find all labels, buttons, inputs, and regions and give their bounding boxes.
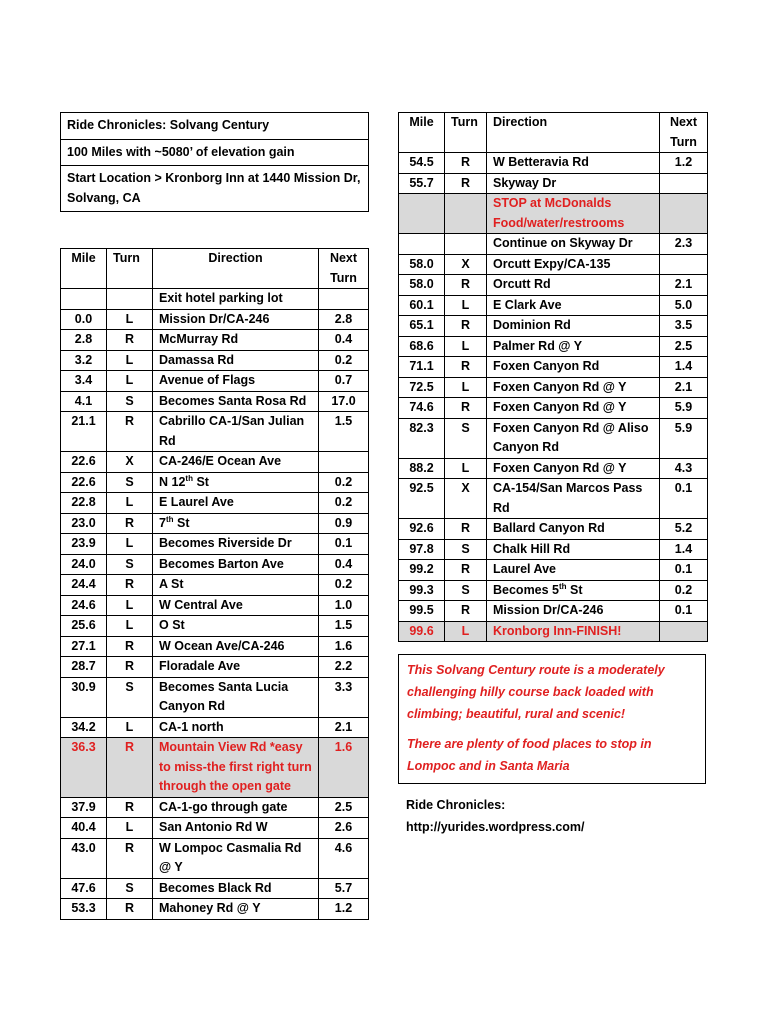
ordinal-suffix: th: [165, 514, 174, 524]
route-row: [399, 234, 708, 255]
route-row: [61, 899, 369, 920]
next-turn-cell: 2.3: [660, 234, 708, 255]
note-paragraph-2: There are plenty of food places to stop in Lompoc and in Santa Maria: [407, 737, 652, 773]
direction-cell: Foxen Canyon Rd @ Y: [487, 458, 660, 479]
direction-cell: W Betteravia Rd: [487, 153, 660, 174]
route-rows-right: [399, 153, 708, 642]
route-table-left: [60, 248, 369, 920]
turn-cell: R: [107, 412, 153, 452]
route-row: [61, 371, 369, 392]
next-turn-cell: 1.6: [319, 738, 369, 798]
column-header-mile: Mile: [61, 249, 107, 289]
next-turn-cell: 2.5: [319, 797, 369, 818]
next-turn-cell: 2.1: [660, 275, 708, 296]
route-row: [399, 601, 708, 622]
route-row: [61, 738, 369, 798]
turn-cell: S: [107, 677, 153, 717]
mile-cell: 28.7: [61, 657, 107, 678]
turn-cell: R: [107, 738, 153, 798]
turn-cell: S: [107, 878, 153, 899]
turn-cell: [107, 289, 153, 310]
route-row: [61, 289, 369, 310]
turn-cell: L: [445, 295, 487, 316]
direction-cell: CA-154/San Marcos Pass Rd: [487, 479, 660, 519]
next-turn-cell: 5.9: [660, 418, 708, 458]
next-turn-cell: 0.4: [319, 554, 369, 575]
turn-cell: X: [107, 452, 153, 473]
turn-cell: L: [445, 458, 487, 479]
route-row: [61, 838, 369, 878]
mile-cell: 22.6: [61, 452, 107, 473]
next-turn-cell: 4.3: [660, 458, 708, 479]
next-turn-cell: 1.0: [319, 595, 369, 616]
next-turn-cell: [660, 621, 708, 642]
direction-cell: E Clark Ave: [487, 295, 660, 316]
next-turn-cell: 0.1: [660, 560, 708, 581]
mile-cell: 92.6: [399, 519, 445, 540]
column-header-next-turn: Next Turn: [319, 249, 369, 289]
next-turn-cell: [660, 173, 708, 194]
direction-cell: McMurray Rd: [153, 330, 319, 351]
mile-cell: 71.1: [399, 357, 445, 378]
direction-cell: Ballard Canyon Rd: [487, 519, 660, 540]
turn-cell: R: [445, 560, 487, 581]
ride-info-box: [60, 112, 369, 212]
direction-cell: Becomes Riverside Dr: [153, 534, 319, 555]
next-turn-cell: 0.2: [319, 472, 369, 493]
next-turn-cell: 0.2: [319, 350, 369, 371]
turn-cell: R: [107, 636, 153, 657]
next-turn-cell: 1.2: [319, 899, 369, 920]
route-row: [61, 412, 369, 452]
route-row: [399, 316, 708, 337]
credits-label: Ride Chronicles:: [406, 798, 506, 812]
direction-cell: Floradale Ave: [153, 657, 319, 678]
direction-text: 7: [159, 515, 166, 530]
direction-cell: W Central Ave: [153, 595, 319, 616]
route-rows-left: [61, 289, 369, 920]
route-row: [61, 330, 369, 351]
turn-cell: L: [107, 818, 153, 839]
credits: [406, 794, 585, 838]
mile-cell: 24.4: [61, 575, 107, 596]
route-row: [61, 818, 369, 839]
next-turn-cell: 2.8: [319, 309, 369, 330]
route-row: [399, 458, 708, 479]
mile-cell: 88.2: [399, 458, 445, 479]
mile-cell: 37.9: [61, 797, 107, 818]
next-turn-cell: 4.6: [319, 838, 369, 878]
direction-cell: W Ocean Ave/CA-246: [153, 636, 319, 657]
ordinal-suffix: th: [185, 473, 193, 483]
route-row: [399, 519, 708, 540]
mile-cell: 55.7: [399, 173, 445, 194]
turn-cell: R: [107, 899, 153, 920]
direction-text: N 12: [159, 474, 186, 489]
mile-cell: 27.1: [61, 636, 107, 657]
mile-cell: 24.6: [61, 595, 107, 616]
route-row: [399, 275, 708, 296]
route-row: [61, 636, 369, 657]
mile-cell: 54.5: [399, 153, 445, 174]
mile-cell: 23.0: [61, 513, 107, 534]
direction-cell: Mission Dr/CA-246: [487, 601, 660, 622]
mile-cell: 74.6: [399, 398, 445, 419]
mile-cell: 92.5: [399, 479, 445, 519]
next-turn-cell: 0.1: [660, 601, 708, 622]
next-turn-cell: 2.1: [660, 377, 708, 398]
next-turn-cell: 2.5: [660, 336, 708, 357]
direction-text-after: St: [566, 582, 583, 597]
next-turn-cell: 0.9: [319, 513, 369, 534]
route-row: [399, 580, 708, 601]
turn-cell: L: [107, 350, 153, 371]
mile-cell: 24.0: [61, 554, 107, 575]
mile-cell: 72.5: [399, 377, 445, 398]
direction-cell: Palmer Rd @ Y: [487, 336, 660, 357]
next-turn-cell: 1.4: [660, 539, 708, 560]
mile-cell: 4.1: [61, 391, 107, 412]
mile-cell: 47.6: [61, 878, 107, 899]
route-row: [61, 677, 369, 717]
turn-cell: S: [107, 472, 153, 493]
route-row: [61, 472, 369, 493]
turn-cell: X: [445, 479, 487, 519]
next-turn-cell: 0.7: [319, 371, 369, 392]
direction-cell: Becomes Black Rd: [153, 878, 319, 899]
direction-cell: Orcutt Rd: [487, 275, 660, 296]
mile-cell: 43.0: [61, 838, 107, 878]
next-turn-cell: 0.1: [319, 534, 369, 555]
next-turn-cell: 1.6: [319, 636, 369, 657]
route-row: [399, 539, 708, 560]
turn-cell: [445, 194, 487, 234]
direction-cell: Becomes Santa Lucia Canyon Rd: [153, 677, 319, 717]
direction-cell: Foxen Canyon Rd @ Y: [487, 377, 660, 398]
mile-cell: 3.4: [61, 371, 107, 392]
direction-text-after: St: [173, 515, 190, 530]
next-turn-cell: 0.4: [319, 330, 369, 351]
next-turn-cell: 0.2: [660, 580, 708, 601]
mile-cell: 99.5: [399, 601, 445, 622]
turn-cell: L: [445, 377, 487, 398]
direction-cell: CA-1 north: [153, 717, 319, 738]
next-turn-cell: 2.1: [319, 717, 369, 738]
direction-cell: Cabrillo CA-1/San Julian Rd: [153, 412, 319, 452]
mile-cell: 22.8: [61, 493, 107, 514]
direction-cell: O St: [153, 616, 319, 637]
mile-cell: 99.3: [399, 580, 445, 601]
direction-cell: Mountain View Rd *easy to miss-the first right turn through the open gate: [153, 738, 319, 798]
direction-cell: Continue on Skyway Dr: [487, 234, 660, 255]
next-turn-cell: 0.2: [319, 575, 369, 596]
mile-cell: 3.2: [61, 350, 107, 371]
turn-cell: L: [445, 621, 487, 642]
direction-cell: Kronborg Inn-FINISH!: [487, 621, 660, 642]
mile-cell: 99.2: [399, 560, 445, 581]
mile-cell: 58.0: [399, 275, 445, 296]
turn-cell: L: [107, 595, 153, 616]
mile-cell: [61, 289, 107, 310]
mile-cell: 40.4: [61, 818, 107, 839]
route-row: [61, 350, 369, 371]
ordinal-suffix: th: [559, 581, 567, 591]
route-row: [61, 717, 369, 738]
next-turn-cell: 5.2: [660, 519, 708, 540]
direction-cell: Skyway Dr: [487, 173, 660, 194]
turn-cell: L: [107, 616, 153, 637]
route-description-note: [398, 654, 706, 784]
next-turn-cell: [319, 289, 369, 310]
direction-cell: [153, 513, 319, 534]
mile-cell: 30.9: [61, 677, 107, 717]
route-row: [399, 398, 708, 419]
column-header-turn: Turn: [107, 249, 153, 289]
turn-cell: R: [445, 275, 487, 296]
route-row: [399, 621, 708, 642]
turn-cell: L: [107, 717, 153, 738]
next-turn-cell: 3.5: [660, 316, 708, 337]
route-row: [399, 173, 708, 194]
next-turn-cell: 3.3: [319, 677, 369, 717]
direction-cell: Damassa Rd: [153, 350, 319, 371]
turn-cell: S: [445, 580, 487, 601]
route-row: [61, 575, 369, 596]
route-row: [61, 878, 369, 899]
turn-cell: R: [445, 398, 487, 419]
direction-cell: CA-1-go through gate: [153, 797, 319, 818]
turn-cell: S: [107, 554, 153, 575]
direction-text-after: St: [192, 474, 209, 489]
direction-cell: Orcutt Expy/CA-135: [487, 254, 660, 275]
turn-cell: R: [445, 601, 487, 622]
mile-cell: 23.9: [61, 534, 107, 555]
direction-text: Becomes 5: [493, 582, 560, 597]
column-header-next-turn: Next Turn: [660, 113, 708, 153]
route-row: [399, 418, 708, 458]
column-header-direction: Direction: [487, 113, 660, 153]
route-table-right: [398, 112, 708, 642]
next-turn-cell: [319, 452, 369, 473]
mile-cell: 2.8: [61, 330, 107, 351]
route-row: [399, 336, 708, 357]
direction-cell: CA-246/E Ocean Ave: [153, 452, 319, 473]
turn-cell: R: [445, 519, 487, 540]
route-row: [61, 595, 369, 616]
route-row: [61, 554, 369, 575]
route-row: [399, 254, 708, 275]
route-row: [399, 153, 708, 174]
turn-cell: S: [107, 391, 153, 412]
mile-cell: 97.8: [399, 539, 445, 560]
direction-cell: Foxen Canyon Rd: [487, 357, 660, 378]
route-row: [61, 452, 369, 473]
route-row: [61, 534, 369, 555]
direction-cell: Dominion Rd: [487, 316, 660, 337]
next-turn-cell: 1.2: [660, 153, 708, 174]
turn-cell: R: [107, 513, 153, 534]
route-row: [399, 560, 708, 581]
direction-cell: Avenue of Flags: [153, 371, 319, 392]
mile-cell: 53.3: [61, 899, 107, 920]
column-header-direction: Direction: [153, 249, 319, 289]
next-turn-cell: 1.5: [319, 616, 369, 637]
turn-cell: R: [107, 797, 153, 818]
direction-cell: Exit hotel parking lot: [153, 289, 319, 310]
mile-cell: 25.6: [61, 616, 107, 637]
route-row: [61, 797, 369, 818]
mile-cell: 60.1: [399, 295, 445, 316]
turn-cell: L: [107, 534, 153, 555]
direction-cell: Becomes Barton Ave: [153, 554, 319, 575]
direction-cell: [153, 472, 319, 493]
mile-cell: 21.1: [61, 412, 107, 452]
turn-cell: L: [445, 336, 487, 357]
next-turn-cell: 1.4: [660, 357, 708, 378]
turn-cell: R: [107, 330, 153, 351]
next-turn-cell: 0.2: [319, 493, 369, 514]
turn-cell: R: [107, 838, 153, 878]
mile-cell: 65.1: [399, 316, 445, 337]
direction-cell: Mission Dr/CA-246: [153, 309, 319, 330]
turn-cell: R: [445, 357, 487, 378]
mile-cell: 36.3: [61, 738, 107, 798]
credits-url[interactable]: http://yurides.wordpress.com/: [406, 820, 585, 834]
route-row: [61, 513, 369, 534]
route-row: [399, 377, 708, 398]
route-row: [61, 391, 369, 412]
next-turn-cell: 5.9: [660, 398, 708, 419]
column-header-mile: Mile: [399, 113, 445, 153]
direction-cell: A St: [153, 575, 319, 596]
mile-cell: [399, 194, 445, 234]
direction-cell: Becomes Santa Rosa Rd: [153, 391, 319, 412]
direction-cell: Mahoney Rd @ Y: [153, 899, 319, 920]
ride-title: Ride Chronicles: Solvang Century: [61, 113, 369, 140]
column-header-turn: Turn: [445, 113, 487, 153]
next-turn-cell: 2.6: [319, 818, 369, 839]
next-turn-cell: 2.2: [319, 657, 369, 678]
note-paragraph-1: This Solvang Century route is a moderately challenging hilly course back loaded with climbing; beautiful, rural and scenic!: [407, 663, 665, 721]
turn-cell: R: [107, 657, 153, 678]
turn-cell: [445, 234, 487, 255]
route-row: [399, 479, 708, 519]
direction-cell: Chalk Hill Rd: [487, 539, 660, 560]
mile-cell: 82.3: [399, 418, 445, 458]
next-turn-cell: 0.1: [660, 479, 708, 519]
turn-cell: R: [445, 316, 487, 337]
mile-cell: 0.0: [61, 309, 107, 330]
next-turn-cell: 5.0: [660, 295, 708, 316]
next-turn-cell: 1.5: [319, 412, 369, 452]
direction-cell: Foxen Canyon Rd @ Aliso Canyon Rd: [487, 418, 660, 458]
route-row: [61, 616, 369, 637]
direction-cell: E Laurel Ave: [153, 493, 319, 514]
route-row: [61, 657, 369, 678]
mile-cell: 99.6: [399, 621, 445, 642]
mile-cell: 68.6: [399, 336, 445, 357]
route-row: [399, 295, 708, 316]
ride-subtitle: 100 Miles with ~5080’ of elevation gain: [61, 139, 369, 166]
route-row: [399, 194, 708, 234]
next-turn-cell: 5.7: [319, 878, 369, 899]
route-row: [61, 309, 369, 330]
turn-cell: L: [107, 371, 153, 392]
mile-cell: 34.2: [61, 717, 107, 738]
start-location: Start Location > Kronborg Inn at 1440 Mission Dr, Solvang, CA: [61, 166, 369, 212]
next-turn-cell: [660, 194, 708, 234]
next-turn-cell: [660, 254, 708, 275]
direction-cell: San Antonio Rd W: [153, 818, 319, 839]
turn-cell: R: [107, 575, 153, 596]
turn-cell: R: [445, 173, 487, 194]
direction-cell: STOP at McDonalds Food/water/restrooms: [487, 194, 660, 234]
turn-cell: X: [445, 254, 487, 275]
turn-cell: S: [445, 418, 487, 458]
mile-cell: [399, 234, 445, 255]
mile-cell: 58.0: [399, 254, 445, 275]
turn-cell: L: [107, 493, 153, 514]
route-row: [399, 357, 708, 378]
direction-cell: Foxen Canyon Rd @ Y: [487, 398, 660, 419]
direction-cell: [487, 580, 660, 601]
next-turn-cell: 17.0: [319, 391, 369, 412]
turn-cell: S: [445, 539, 487, 560]
mile-cell: 22.6: [61, 472, 107, 493]
turn-cell: R: [445, 153, 487, 174]
turn-cell: L: [107, 309, 153, 330]
direction-cell: Laurel Ave: [487, 560, 660, 581]
direction-cell: W Lompoc Casmalia Rd @ Y: [153, 838, 319, 878]
route-row: [61, 493, 369, 514]
